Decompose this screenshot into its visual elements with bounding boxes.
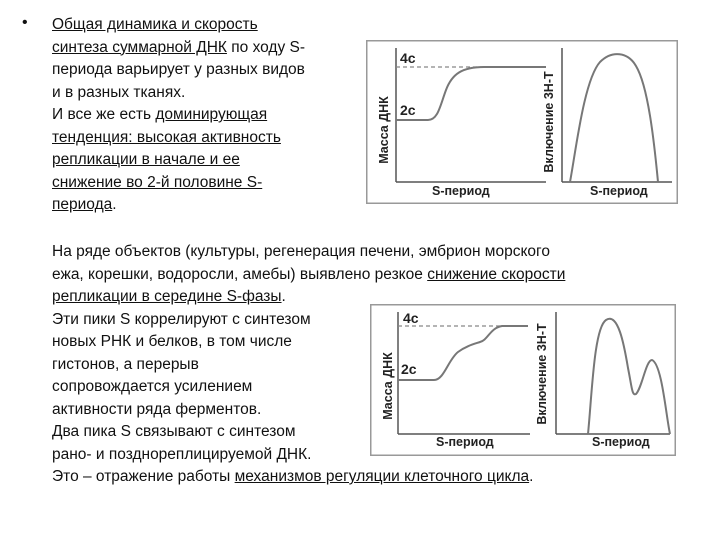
text-line: периода варьирует у разных видов xyxy=(52,61,305,78)
text-line: активности ряда ферментов. xyxy=(52,400,262,418)
underlined-phrase: тенденция: высокая активность xyxy=(52,128,281,146)
tick-4c: 4c xyxy=(403,310,419,326)
left-x-axis-label: S-период xyxy=(432,184,490,198)
heading-phrase: Общая динамика и скорость xyxy=(52,16,258,33)
tick-2c: 2c xyxy=(401,361,417,377)
underlined-phrase: снижение во 2-й половине S- xyxy=(52,173,263,191)
right-x-axis-label: S-период xyxy=(590,184,648,198)
text-line: сопровождается усилением xyxy=(52,378,253,395)
text-line: новых РНК и белков, в том числе xyxy=(52,333,292,350)
bullet-marker: • xyxy=(22,14,28,31)
underlined-phrase: репликации в середине S-фазы xyxy=(52,288,282,305)
right-y-axis-label: Включение 3Н-Т xyxy=(535,323,549,425)
text: . xyxy=(112,196,117,213)
text: по ходу S- xyxy=(226,38,306,56)
figure-dna-synthesis-2 xyxy=(370,304,676,456)
underlined-phrase: доминирующая xyxy=(155,106,268,123)
tick-2c: 2c xyxy=(400,102,416,118)
left-x-axis-label: S-период xyxy=(436,435,494,449)
text-line: Эти пики S коррелируют с синтезом xyxy=(52,310,311,328)
underlined-phrase: периода xyxy=(52,196,113,213)
right-y-axis-label: Включение 3Н-Т xyxy=(542,71,556,173)
text-line: Два пика S связывают с синтезом xyxy=(52,423,296,440)
left-y-axis-label: Масса ДНК xyxy=(381,352,395,420)
text: Это – отражение работы xyxy=(52,468,235,485)
figure-dna-synthesis-1 xyxy=(366,40,678,204)
right-x-axis-label: S-период xyxy=(592,435,650,449)
intro-paragraph xyxy=(52,14,364,217)
underlined-phrase: репликации в начале и ее xyxy=(52,151,240,168)
underlined-phrase: снижение скорости xyxy=(427,265,566,283)
text-line: рано- и позднореплицируемой ДНК. xyxy=(52,445,312,463)
text: ежа, корешки, водоросли, амебы) выявлено резкое xyxy=(52,265,428,283)
text-line: На ряде объектов (культуры, регенерация печени, эмбрион морского xyxy=(52,243,550,260)
text-line: гистонов, а перерыв xyxy=(52,355,199,373)
text-line: и в разных тканях. xyxy=(52,83,186,101)
text: . xyxy=(281,288,286,305)
text: И все же есть xyxy=(52,106,156,123)
tick-4c: 4c xyxy=(400,50,416,66)
text: . xyxy=(529,468,534,485)
heading-phrase-cont: синтеза суммарной ДНК xyxy=(52,38,227,56)
left-y-axis-label: Масса ДНК xyxy=(377,96,391,164)
underlined-phrase: механизмов регуляции клеточного цикла xyxy=(234,468,530,485)
